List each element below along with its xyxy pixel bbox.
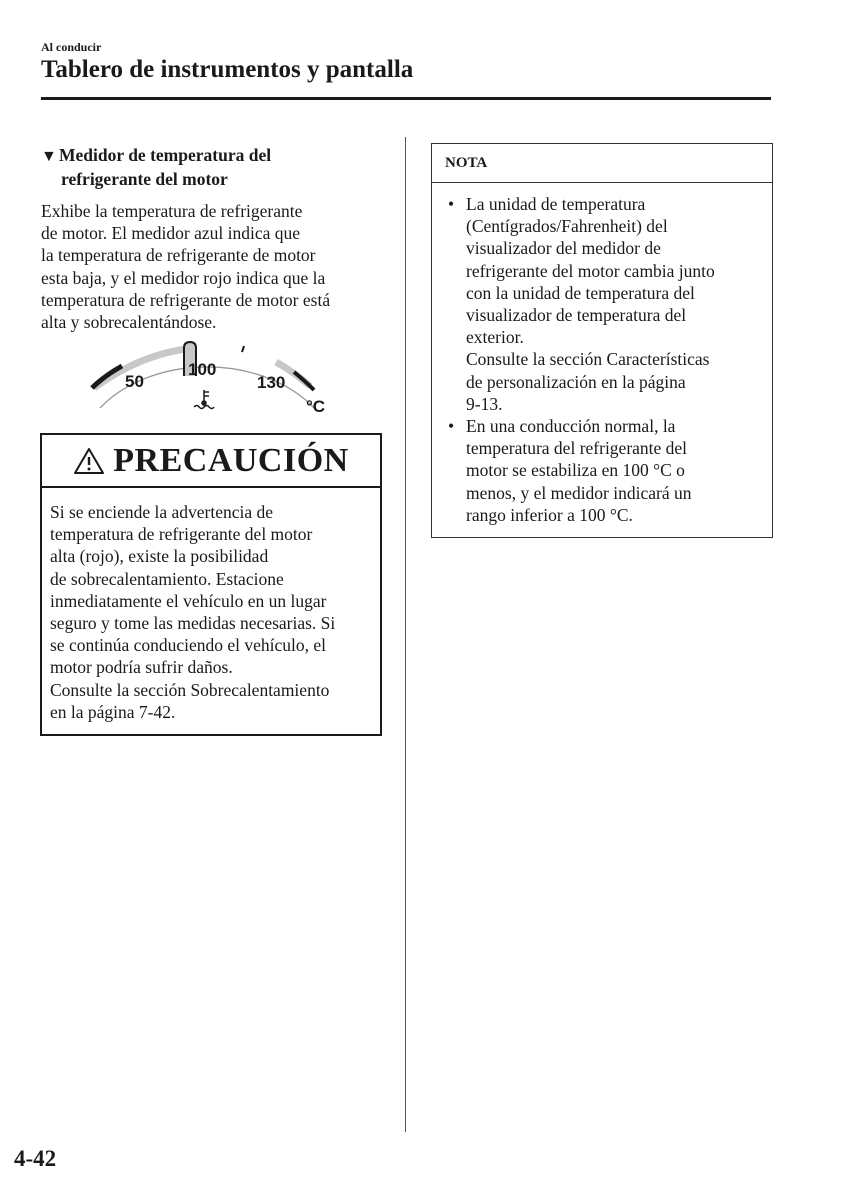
note-header: NOTA	[432, 144, 772, 183]
note-line: En una conducción normal, la	[466, 416, 676, 437]
note-line: refrigerante del motor cambia junto	[466, 260, 715, 281]
paragraph-line: Exhibe la temperatura de refrigerante	[41, 201, 303, 221]
caution-line: en la página 7-42.	[50, 701, 176, 722]
page-number: 4-42	[14, 1146, 57, 1171]
note-box	[431, 143, 773, 538]
note-line: rango inferior a 100 °C.	[466, 504, 633, 525]
note-line: visualizador del medidor de	[466, 238, 661, 259]
note-line: con la unidad de temperatura del	[466, 282, 695, 303]
caution-box	[40, 433, 382, 736]
heading-line-2: refrigerante del motor	[61, 169, 228, 189]
gauge-label-50: 50	[125, 372, 144, 391]
caution-line: motor podría sufrir daños.	[50, 657, 233, 678]
intro-paragraph	[41, 200, 386, 333]
note-line: temperatura del refrigerante del	[466, 438, 688, 459]
note-bullet: •	[448, 416, 455, 437]
gauge-unit: °C	[306, 397, 326, 416]
warning-triangle-icon	[73, 446, 105, 476]
title-rule	[41, 97, 771, 100]
caution-line: Si se enciende la advertencia de	[50, 502, 274, 522]
coolant-temperature-icon	[194, 390, 214, 409]
gauge-cold-end	[92, 366, 122, 388]
note-line: (Centígrados/Fahrenheit) del	[466, 216, 668, 237]
caution-line: inmediatamente el vehículo en un lugar	[50, 590, 327, 611]
section-label: Al conducir	[41, 40, 102, 54]
note-line: visualizador de temperatura del	[466, 305, 687, 326]
gauge-hot-end	[294, 372, 314, 390]
gauge-cold-band	[94, 348, 194, 388]
caution-line: de sobrecalentamiento. Estacione	[50, 568, 284, 589]
note-bullet: •	[448, 194, 455, 214]
note-line: exterior.	[466, 327, 524, 348]
note-line: de personalización en la página	[466, 371, 686, 392]
sub-heading	[41, 144, 381, 190]
note-list	[446, 193, 766, 526]
caution-line: alta (rojo), existe la posibilidad	[50, 546, 269, 567]
paragraph-line: temperatura de refrigerante de motor está	[41, 289, 331, 310]
note-item	[446, 193, 766, 415]
note-line: La unidad de temperatura	[466, 194, 646, 214]
paragraph-line: de motor. El medidor azul indica que	[41, 223, 301, 244]
column-divider	[405, 137, 406, 1132]
heading-triangle-icon: ▼	[41, 148, 57, 165]
caution-text	[50, 501, 375, 723]
coolant-gauge	[82, 338, 332, 418]
paragraph-line: alta y sobrecalentándose.	[41, 312, 217, 333]
caution-line: Consulte la sección Sobrecalentamiento	[50, 679, 330, 700]
gauge-label-100: 100	[188, 360, 217, 379]
paragraph-line: esta baja, y el medidor rojo indica que la	[41, 267, 326, 288]
note-line: 9-13.	[466, 393, 503, 414]
caution-line: seguro y tome las medidas necesarias. Si	[50, 613, 336, 634]
paragraph-line: la temperatura de refrigerante de motor	[41, 245, 316, 266]
caution-title: PRECAUCIÓN	[113, 441, 349, 479]
gauge-label-130: 130	[257, 373, 286, 392]
caution-header	[42, 435, 380, 488]
gauge-tick	[242, 346, 244, 352]
note-line: motor se estabiliza en 100 °C o	[466, 460, 685, 481]
page-title: Tablero de instrumentos y pantalla	[41, 56, 414, 83]
heading-line-1: Medidor de temperatura del	[59, 145, 272, 165]
note-line: menos, y el medidor indicará un	[466, 482, 692, 503]
caution-line: se continúa conduciendo el vehículo, el	[50, 635, 327, 656]
caution-line: temperatura de refrigerante del motor	[50, 524, 313, 545]
note-item	[446, 415, 766, 526]
note-line: Consulte la sección Características	[466, 349, 710, 370]
